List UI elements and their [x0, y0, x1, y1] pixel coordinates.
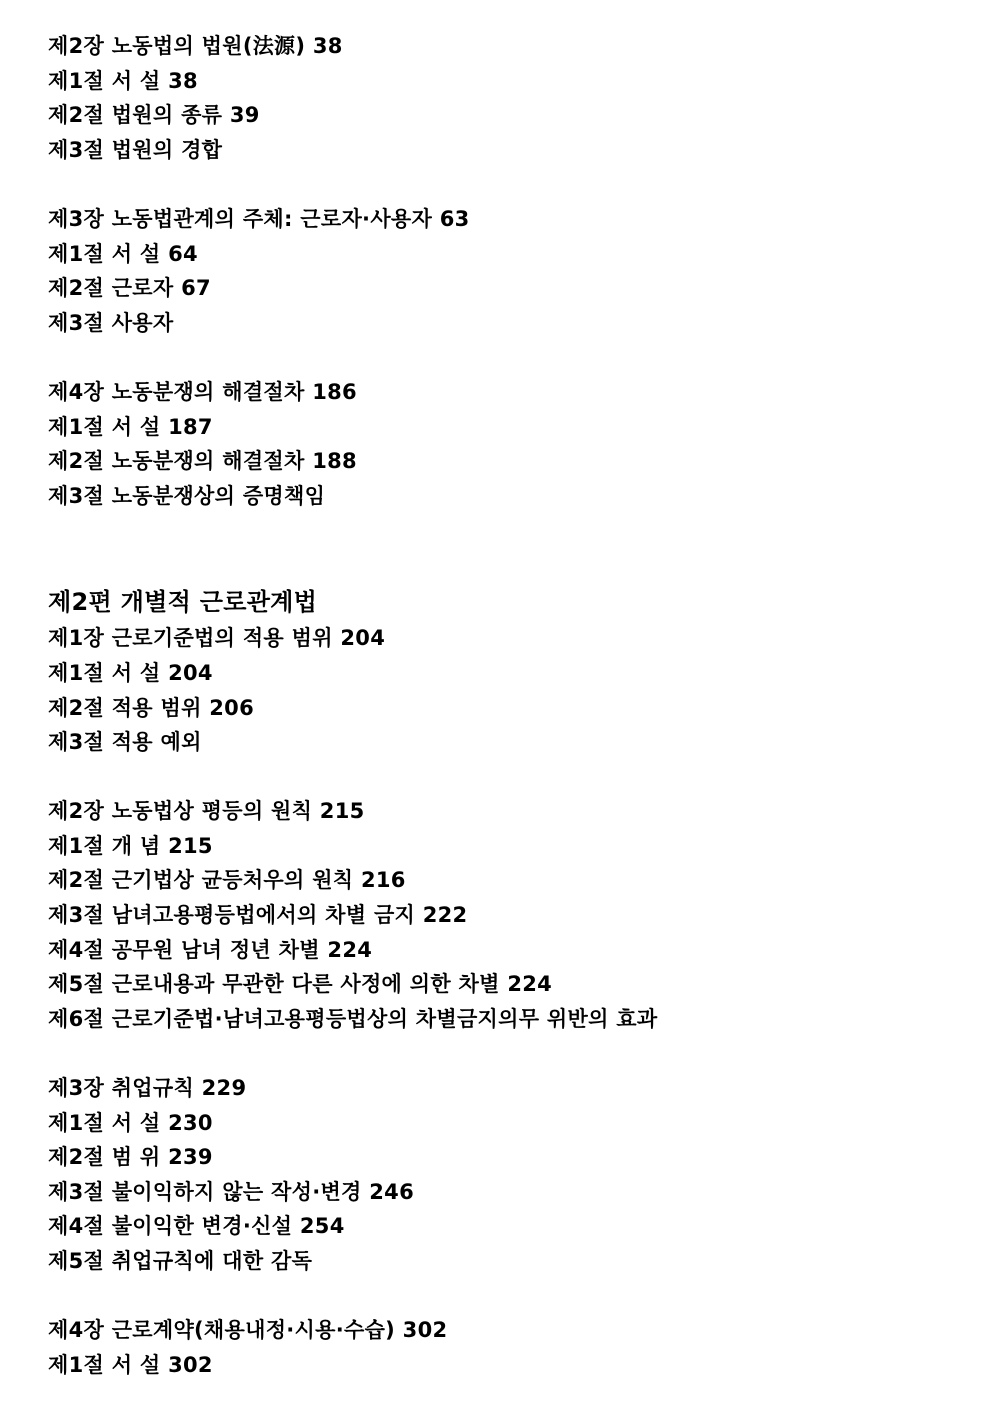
section-entry: 제1절 서 설 38	[48, 68, 198, 93]
chapter-heading: 제1장 근로기준법의 적용 범위 204	[48, 626, 386, 651]
section-entry: 제5절 취업규칙에 대한 감독	[48, 1249, 313, 1273]
chapter-heading: 제4장 근로계약(채용내정·시용·수습) 302	[48, 1318, 448, 1343]
spacer	[48, 1279, 968, 1314]
section-entry: 제2절 적용 범위 206	[48, 695, 254, 720]
section-entry: 제2절 범 위 239	[48, 1145, 213, 1170]
chapter-heading: 제3장 노동법관계의 주체: 근로자·사용자 63	[48, 206, 470, 231]
section-entry: 제1절 서 설 302	[48, 1352, 213, 1377]
spacer	[48, 167, 968, 202]
section-entry: 제3절 적용 예외	[48, 730, 202, 755]
section-entry: 제5절 근로내용과 무관한 다른 사정에 의한 차별 224	[48, 972, 553, 997]
table-of-contents	[48, 29, 968, 1382]
section-entry: 제2절 법원의 종류 39	[48, 103, 260, 128]
section-entry: 제2절 노동분쟁의 해결절차 188	[48, 449, 357, 474]
section-entry: 제4절 공무원 남녀 정년 차별 224	[48, 937, 373, 962]
spacer	[48, 513, 968, 583]
section-entry: 제4절 불이익한 변경·신설 254	[48, 1214, 345, 1239]
section-entry: 제3절 불이익하지 않는 작성·변경 246	[48, 1179, 414, 1204]
section-entry: 제3절 노동분쟁상의 증명책임	[48, 483, 326, 508]
section-entry: 제1절 서 설 204	[48, 660, 213, 685]
chapter-heading: 제2장 노동법의 법원(法源) 38	[48, 34, 343, 58]
section-entry: 제2절 근로자 67	[48, 276, 211, 301]
section-entry: 제3절 사용자	[48, 310, 174, 335]
spacer	[48, 340, 968, 375]
section-entry: 제3절 법원의 경합	[48, 137, 223, 162]
section-entry: 제6절 근로기준법·남녀고용평등법상의 차별금지의무 위반의 효과	[48, 1006, 658, 1031]
section-entry: 제3절 남녀고용평등법에서의 차별 금지 222	[48, 903, 468, 928]
spacer	[48, 760, 968, 795]
section-entry: 제1절 개 념 215	[48, 833, 213, 858]
section-entry: 제2절 근기법상 균등처우의 원칙 216	[48, 868, 406, 893]
chapter-heading: 제4장 노동분쟁의 해결절차 186	[48, 379, 357, 404]
section-entry: 제1절 서 설 230	[48, 1110, 213, 1135]
part-heading: 제2편 개별적 근로관계법	[48, 588, 318, 617]
spacer	[48, 1036, 968, 1071]
chapter-heading: 제2장 노동법상 평등의 원칙 215	[48, 799, 365, 824]
section-entry: 제1절 서 설 187	[48, 414, 213, 439]
chapter-heading: 제3장 취업규칙 229	[48, 1076, 247, 1101]
section-entry: 제1절 서 설 64	[48, 241, 198, 266]
